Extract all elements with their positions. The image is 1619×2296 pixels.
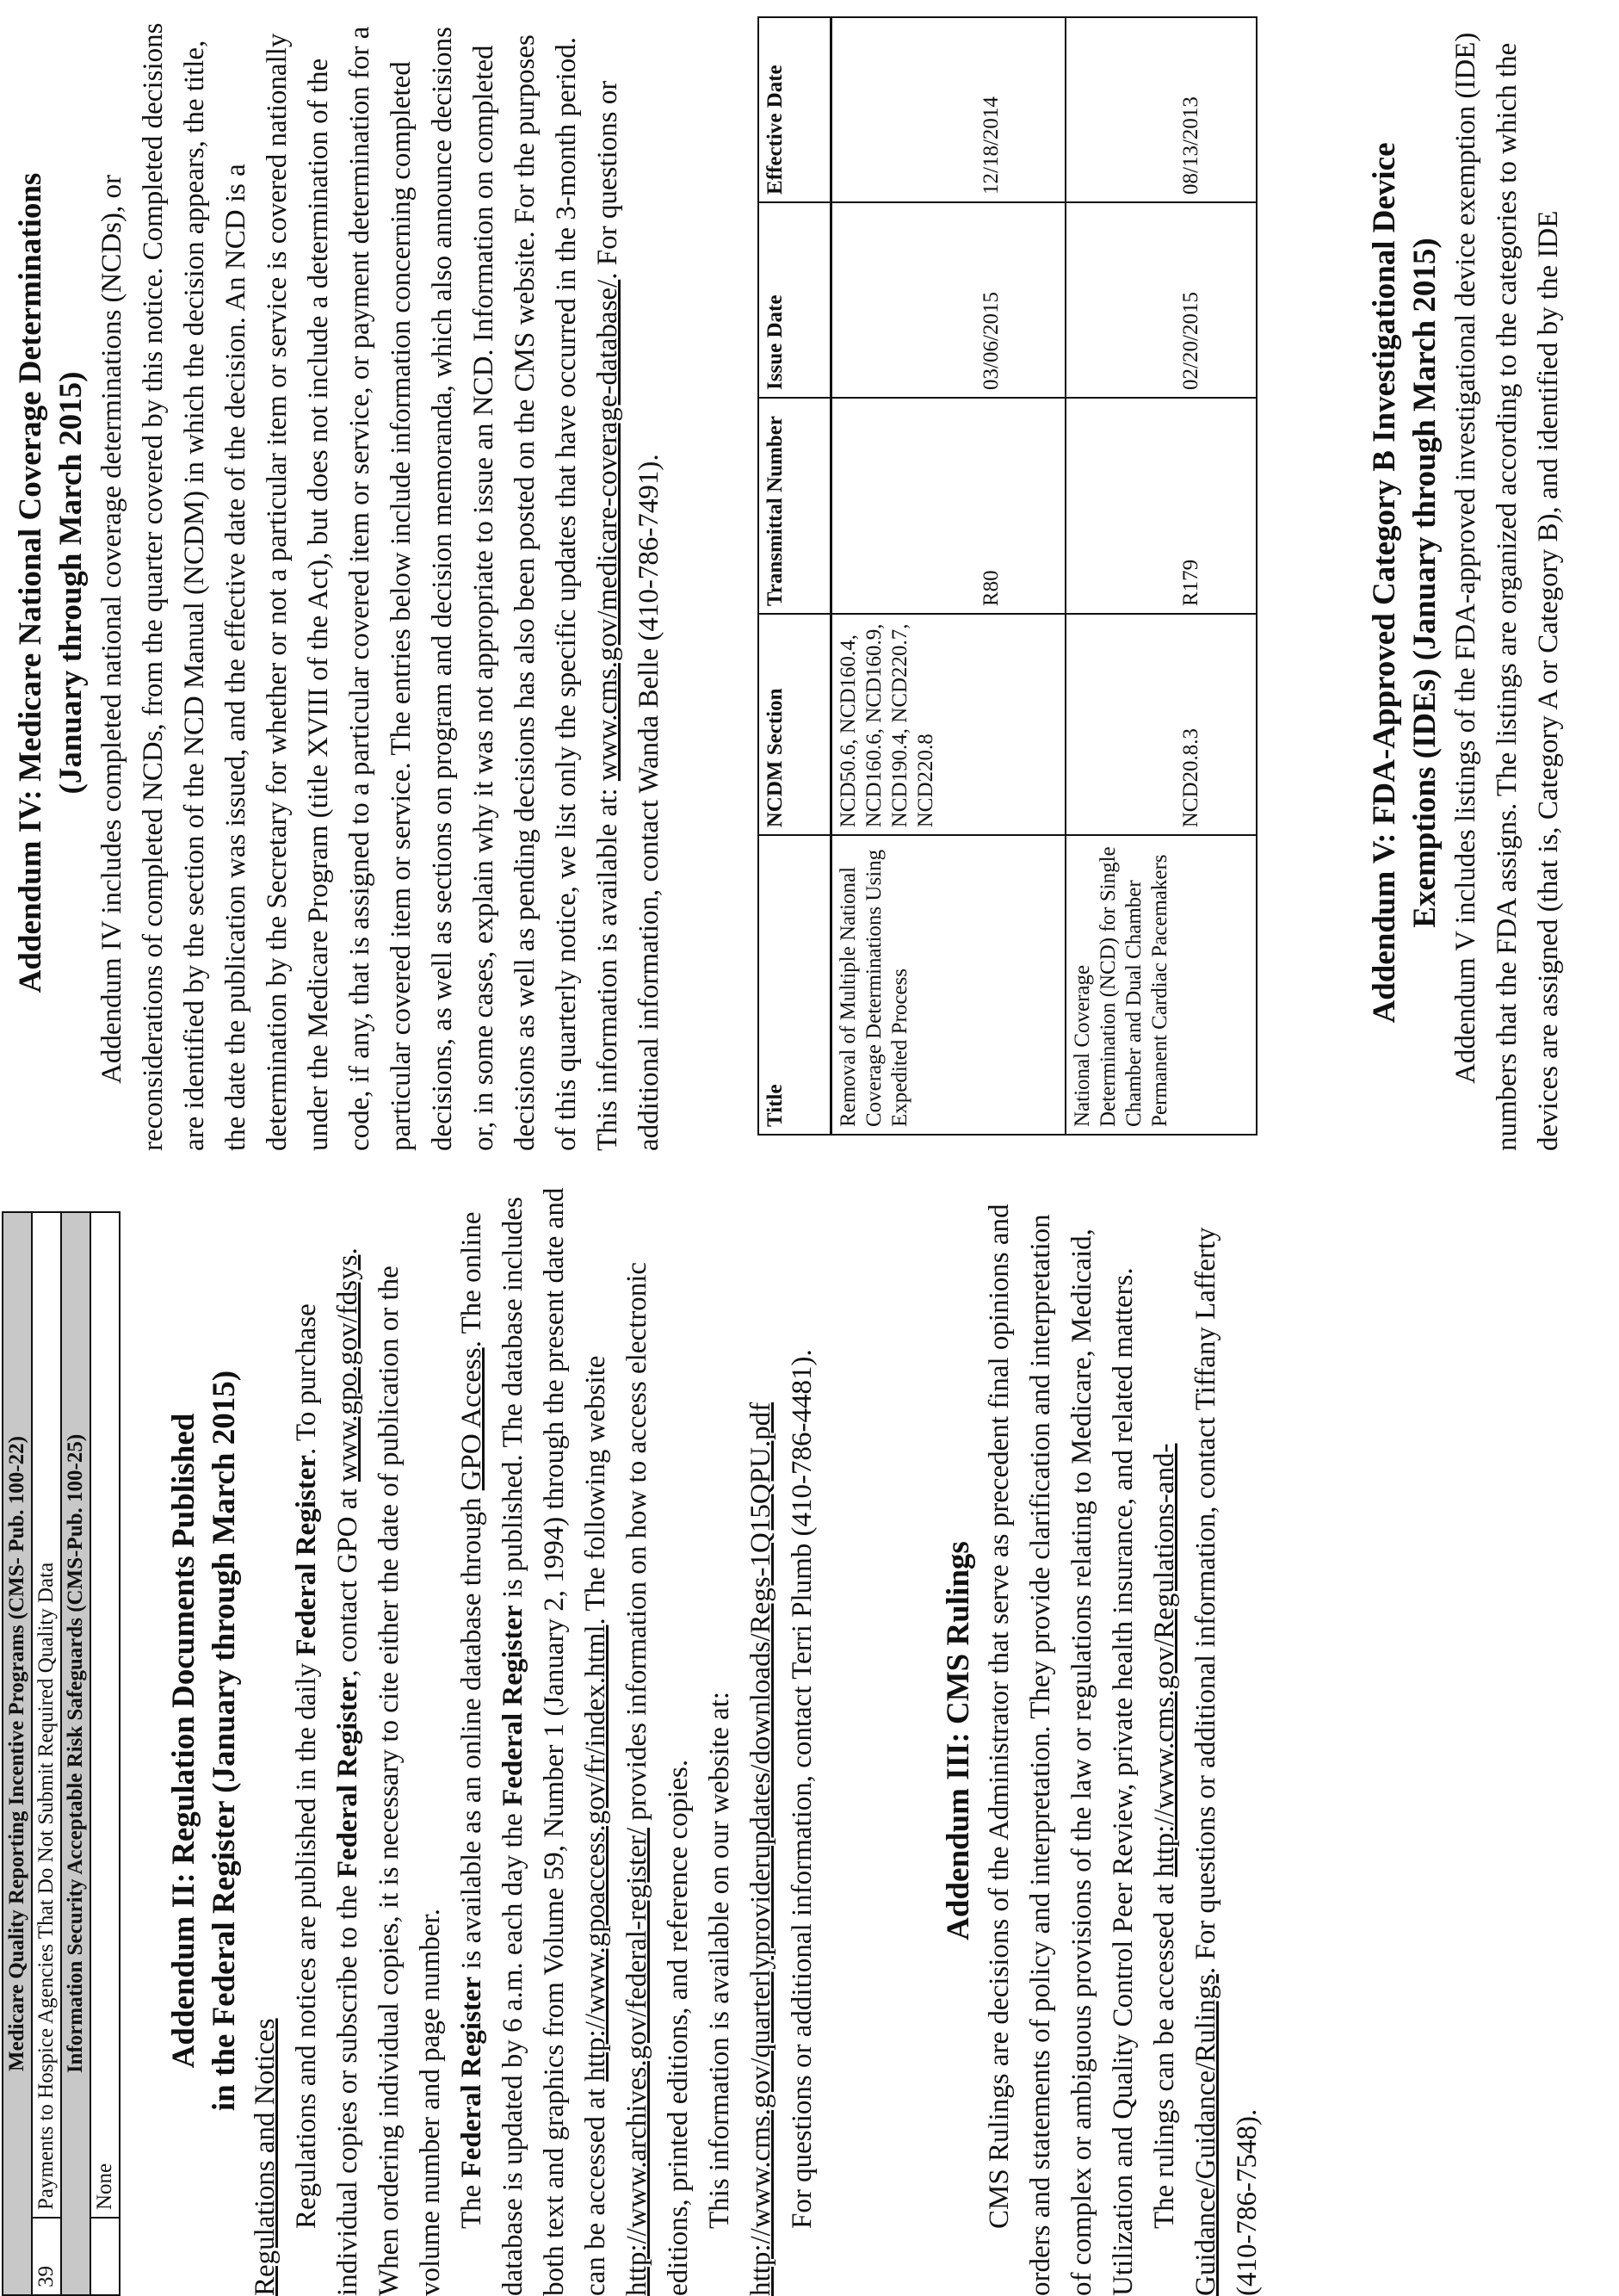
cms-rulings-link[interactable]: http://www.cms.gov/Regulations-and-Guidance/Guidance/Rulings bbox=[1149, 1443, 1221, 2296]
addendum-4-heading-line1: Addendum IV: Medicare National Coverage Determinations bbox=[13, 172, 48, 993]
table-cell: Medicare Quality Reporting Incentive Programs (CMS- Pub. 100-22) bbox=[3, 1212, 32, 2295]
addendum-2-section bbox=[164, 1185, 823, 2296]
table-cell: 02/20/2015 bbox=[1066, 202, 1257, 398]
addendum-2-paragraph-3: This information is available on our website at: bbox=[704, 1691, 735, 2229]
column-header-section: NCDM Section bbox=[758, 614, 831, 835]
gpo-access-link[interactable]: GPO Access bbox=[456, 1347, 487, 1491]
addendum-3-paragraph-1: CMS Rulings are decisions of the Administrator that serve as precedent final opinions and orders and statements of policy and interpretation. They provide clarification and interpretation of complex or ambiguous provisions of the law or regulations relating to Medicare, Medicaid, Utilization and Quality Control Peer Review, private health insurance, and related matters. bbox=[984, 1204, 1139, 2296]
table-cell bbox=[90, 2218, 120, 2295]
column-header-effective-date: Effective Date bbox=[758, 17, 831, 202]
table-cell: NCD50.6, NCD160.4, NCD160.6, NCD160.9, NCD190.4, NCD220.7, NCD220.8 bbox=[831, 614, 1066, 835]
table-cell: 12/18/2014 bbox=[831, 17, 1066, 202]
addendum-4-section bbox=[10, 15, 670, 1151]
table-cell: R179 bbox=[1066, 398, 1257, 614]
table-cell: Payments to Hospice Agencies That Do Not Submit Required Quality Data bbox=[32, 1212, 61, 2218]
addendum-5-paragraph: Addendum V includes listings of the FDA-approved investigational device exemption (IDE) numbers that the FDA assigns. The listings are organized according to the categories to which the devices are assigned (that is, Category A or Category B), and identified by the IDE bbox=[1450, 32, 1564, 1151]
gpoaccess-fr-link[interactable]: http://www.gpoaccess.gov/fr/index.html bbox=[580, 1625, 611, 2082]
table-row bbox=[32, 1212, 61, 2295]
table-cell: Removal of Multiple National Coverage Determinations Using Expedited Process bbox=[831, 835, 1066, 1135]
column-header-transmittal: Transmittal Number bbox=[758, 398, 831, 614]
addendum-2-paragraph-1: Regulations and notices are published in the daily Federal Register. To purchase individual copies or subscribe to the Federal Register, contact GPO at www.gpo.gov/fdsys. When ordering individual copies, it is necessary to cite either the date of publication or the volume number and page number. bbox=[291, 1247, 446, 2296]
gpo-link[interactable]: www.gpo.gov/fdsys bbox=[332, 1254, 363, 1482]
table-row bbox=[1066, 17, 1257, 1135]
addendum-3-section bbox=[938, 1185, 1268, 2296]
addendum-2-paragraph-4: For questions or additional information, contact Terri Plumb (410-786-4481). bbox=[787, 1349, 818, 2229]
coverage-database-link[interactable]: www.cms.gov/medicare-coverage-database/ bbox=[592, 279, 623, 782]
addendum-2-heading-line2: in the Federal Register (January through March 2015) bbox=[207, 1370, 242, 2112]
column-header-issue-date: Issue Date bbox=[758, 202, 831, 398]
table-row bbox=[831, 17, 1066, 1135]
addendum-5-section bbox=[1364, 15, 1569, 1151]
addendum-2-heading-line1: Addendum II: Regulation Documents Published bbox=[166, 1413, 201, 2069]
addendum-4-heading-line2: (January through March 2015) bbox=[53, 371, 89, 795]
column-header-title: Title bbox=[758, 835, 831, 1135]
table-cell: 39 bbox=[32, 2218, 61, 2295]
table-cell: Information Security Acceptable Risk Safeguards (CMS-Pub. 100-25) bbox=[61, 1212, 90, 2295]
table-row bbox=[61, 1212, 90, 2295]
regulations-subheading: Regulations and Notices bbox=[250, 2018, 281, 2296]
manual-sections-table bbox=[2, 1211, 120, 2296]
addendum-2-paragraph-2: The Federal Register is available as an online database through GPO Access. The online database is updated by 6 a.m. each day the Federal Register is published. The database includes both text and graphics from Volume 59, Number 1 (January 2, 1994) through the present date and can be accessed at http://www.gpoaccess.gov/fr/index.html. The following website http://www.archives.gov/federal-register/ provides information on how to access electronic editions, printed editions, and reference copies. bbox=[456, 1187, 694, 2296]
table-cell: R80 bbox=[831, 398, 1066, 614]
table-row bbox=[3, 1212, 32, 2295]
addendum-5-heading-line2: Exemptions (IDEs) (January through March 2015) bbox=[1407, 238, 1443, 928]
table-cell: None bbox=[90, 1212, 120, 2218]
archives-link[interactable]: http://www.archives.gov/federal-register/ bbox=[621, 1827, 652, 2296]
table-cell: 08/13/2013 bbox=[1066, 17, 1257, 202]
addendum-3-paragraph-2: The rulings can be accessed at http://www.cms.gov/Regulations-and-Guidance/Guidance/Rulings. For questions or additional information, contact Tiffany Lafferty (410-786-7548). bbox=[1149, 1227, 1263, 2296]
table-row bbox=[90, 1212, 120, 2295]
addendum-5-heading-line1: Addendum V: FDA-Approved Category B Investigational Device bbox=[1367, 142, 1402, 1024]
table-header-row bbox=[758, 17, 831, 1135]
table-cell: National Coverage Determination (NCD) for Single Chamber and Dual Chamber Permanent Cardiac Pacemakers bbox=[1066, 835, 1257, 1135]
addendum-4-paragraph: Addendum IV includes completed national coverage determinations (NCDs), or reconsiderations of completed NCDs, from the quarter covered by this notice. Completed decisions are identified by the section of the NCD Manual (NCDM) in which the decision appears, the title, the date the publication was issued, and the effective date of the decision. An NCD is a determination by the Secretary for whether or not a particular item or service is covered nationally under the Medicare Program (title XVIII of the Act), but does not include a determination of the code, if any, that is assigned to a particular covered item or service, or payment determination for a particular covered item or service. The entries below include information concerning completed decisions, as well as sections on program and decision memoranda, which also announce decisions or, in some cases, explain why it was not appropriate to issue an NCD. Information on completed decisions as well as pending decisions has also been posted on the CMS website. For the purposes of this quarterly notice, we list only the specific updates that have occurred in the 3-month period. This information is available at: www.cms.gov/medicare-coverage-database/. For questions or additional information, contact Wanda Belle (410-786-7491). bbox=[96, 22, 664, 1151]
table-cell: 03/06/2015 bbox=[831, 202, 1066, 398]
table-cell: NCD20.8.3 bbox=[1066, 614, 1257, 835]
addendum-3-heading: Addendum III: CMS Rulings bbox=[941, 1541, 976, 1940]
ncd-table bbox=[757, 16, 1258, 1136]
regs-pdf-link[interactable]: http://www.cms.gov/quarterlyproviderupdates/downloads/Regs-1Q15QPU.pdf bbox=[745, 1402, 776, 2296]
